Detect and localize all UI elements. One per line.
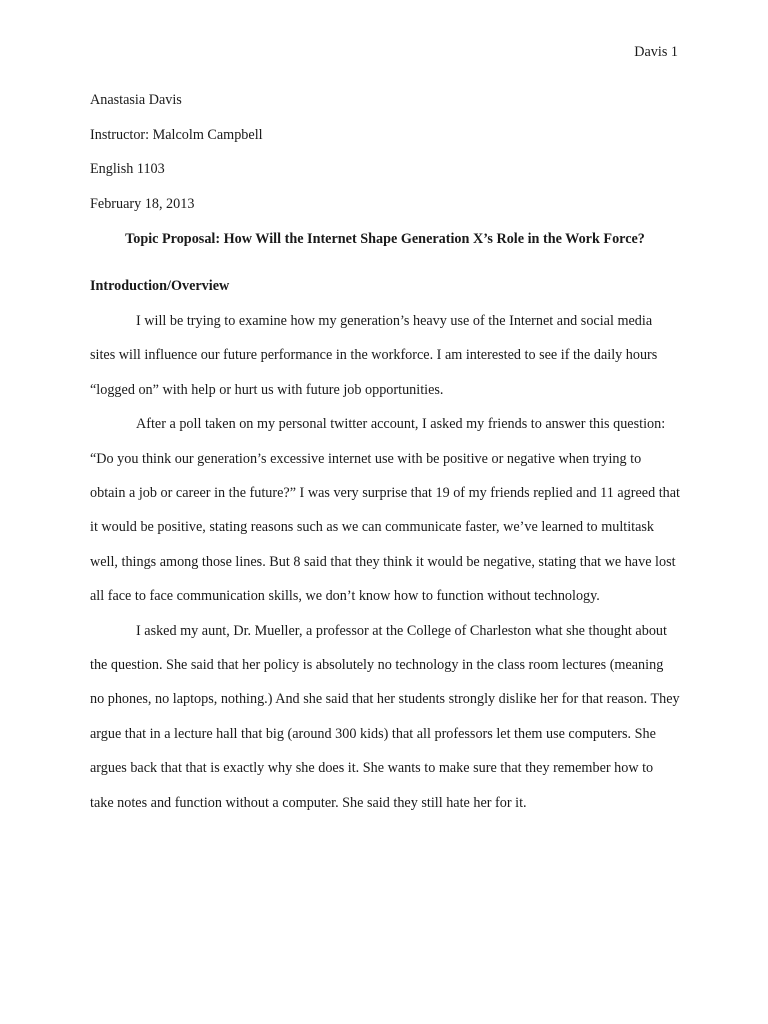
document-title: Topic Proposal: How Will the Internet Shape Generation X’s Role in the Work Force? xyxy=(125,231,645,247)
paragraph-1: I will be trying to examine how my generation’s heavy use of the Internet and social media sites will influence our future performance in the workforce. I am interested to see if the daily hours “logged on” with help or hurt us with future job opportunities. xyxy=(90,313,658,398)
page-header: Davis 1 xyxy=(634,44,678,60)
document-date: February 18, 2013 xyxy=(90,195,195,212)
course-name: English 1103 xyxy=(90,161,165,177)
paragraph-2: After a poll taken on my personal twitter account, I asked my friends to answer this question: “Do you think our generation’s excessive internet use with be positive or negative when trying to obtain a job or career in the future?” I was very surprise that 19 of my friends replied and 11 agreed that it would be positive, stating reasons such as we can communicate faster, we’ve learned to multitask well, things among those lines. But 8 said that they think it would be negative, stating that we have lost all face to face communication skills, we don’t know how to function without technology. xyxy=(90,416,680,605)
author-name: Anastasia Davis xyxy=(90,92,182,108)
instructor-name: Instructor: Malcolm Campbell xyxy=(90,126,263,143)
document-body xyxy=(90,304,680,820)
paragraph-3: I asked my aunt, Dr. Mueller, a professor at the College of Charleston what she thought about the question. She said that her policy is absolutely no technology in the class room lectures (meaning no phones, no laptops, nothing.) And she said that her students strongly dislike her for that reason. They argue that in a lecture hall that big (around 300 kids) that all professors let them use computers. She argues back that that is exactly why she does it. She wants to make sure that they remember how to take notes and function without a computer. She said they still hate her for it. xyxy=(90,622,680,811)
mla-heading xyxy=(90,90,680,228)
section-heading: Introduction/Overview xyxy=(90,278,230,294)
